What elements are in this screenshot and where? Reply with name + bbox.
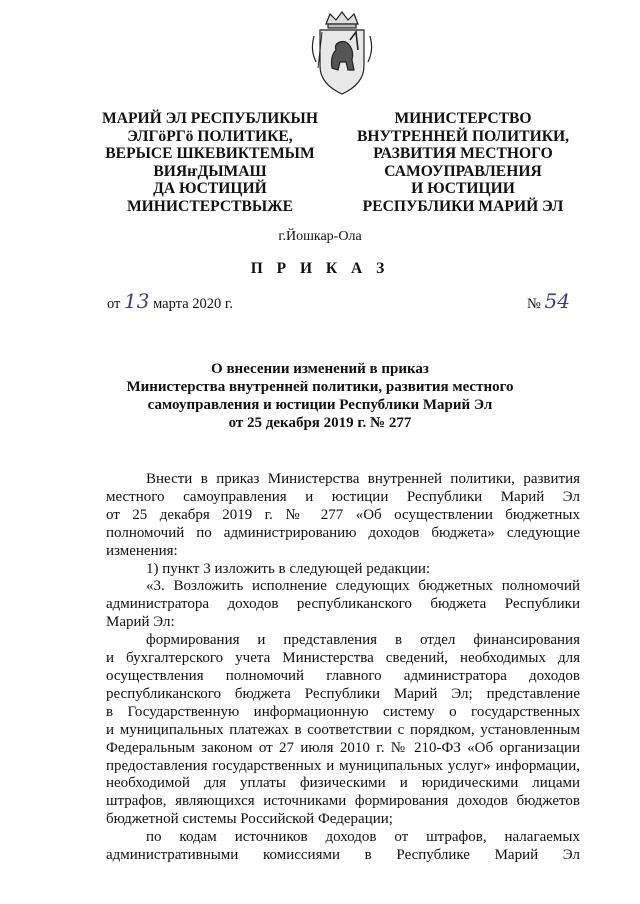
title-line: от 25 декабря 2019 г. № 277 bbox=[228, 415, 412, 431]
body-line: местного самоуправления и юстиции Республики Марий Эл bbox=[106, 488, 580, 505]
order-body bbox=[106, 471, 580, 865]
body-line: полномочий по администрированию доходов бюджета» следующие bbox=[106, 524, 580, 541]
body-line: республиканского бюджета Республики Марий Эл; представление bbox=[106, 685, 580, 702]
body-line: предоставления государственных и муниципальных услуг» информации, bbox=[106, 757, 580, 774]
body-line: от 25 декабря 2019 г. № 277 «Об осуществлении бюджетных bbox=[106, 506, 580, 523]
header-right-line: ВНУТРЕННЕЙ ПОЛИТИКИ, bbox=[356, 127, 570, 145]
body-line: по кодам источников доходов от штрафов, налагаемых bbox=[146, 829, 580, 846]
header-left-line: ВЕРЫСЕ ШКЕВИКТЕМЫМ bbox=[105, 145, 315, 162]
header-right-line: САМОУПРАВЛЕНИЯ bbox=[384, 162, 542, 180]
header-left-line: МИНИСТЕРСТВЫЖЕ bbox=[126, 197, 294, 215]
body-line: Федеральным законом от 27 июля 2010 г. № 210-ФЗ «Об организации bbox=[106, 739, 580, 756]
body-line: 1) пункт 3 изложить в следующей редакции: bbox=[146, 560, 431, 577]
body-line: осуществления полномочий главного администратора доходов bbox=[106, 667, 580, 684]
header-right-line: И ЮСТИЦИИ bbox=[411, 180, 515, 197]
header-left-line: ДА ЮСТИЦИЙ bbox=[153, 180, 267, 197]
body-line: бюджетной системы Российской Федерации; bbox=[106, 811, 393, 828]
body-line: администратора доходов республиканского бюджета Республики bbox=[106, 596, 580, 613]
document-type-heading: П Р И К А З bbox=[250, 260, 390, 277]
order-number bbox=[527, 289, 570, 313]
body-line: изменения: bbox=[106, 542, 178, 559]
title-line: самоуправления и юстиции Республики Марий Эл bbox=[147, 397, 493, 413]
body-line: в Государственную информационную систему о государственных bbox=[106, 703, 580, 720]
body-line: «3. Возложить исполнение следующих бюджетных полномочий bbox=[146, 578, 580, 595]
header-right-line: МИНИСТЕРСТВО bbox=[394, 110, 532, 127]
body-line: Внести в приказ Министерства внутренней политики, развития bbox=[146, 471, 580, 487]
date-prefix: от bbox=[107, 296, 121, 312]
header-right-line: РЕСПУБЛИКИ МАРИЙ ЭЛ bbox=[362, 197, 564, 215]
ministry-name-russian bbox=[352, 110, 574, 215]
body-line: и бухгалтерского учета Министерства сведений, необходимых для bbox=[106, 650, 580, 667]
body-line: формирования и представления в отдел финансирования bbox=[146, 632, 580, 649]
header-left-line: ВИЯҥДЫМАШ bbox=[153, 162, 267, 180]
body-line: штрафов, являющихся источниками формирования доходов бюджетов bbox=[106, 793, 580, 810]
order-title bbox=[100, 360, 540, 432]
body-line: административными комиссиями в Республике Марий Эл bbox=[106, 847, 580, 864]
body-line: и муниципальных платежах в соответствии с порядком, установленным bbox=[106, 721, 580, 738]
body-line: необходимой для уплаты физическими и юридическими лицами bbox=[106, 775, 580, 792]
number-sign: № bbox=[527, 296, 541, 312]
city-name: г.Йошкар-Ола bbox=[278, 229, 362, 244]
title-line: О внесении изменений в приказ bbox=[211, 361, 429, 377]
date-month-year: марта 2020 г. bbox=[153, 296, 233, 312]
handwritten-number: 54 bbox=[544, 289, 570, 313]
order-date bbox=[107, 289, 233, 313]
handwritten-day: 13 bbox=[124, 289, 150, 313]
title-line: Министерства внутренней политики, развития местного bbox=[126, 379, 514, 395]
header-left-line: МАРИЙ ЭЛ РЕСПУБЛИКЫН bbox=[102, 110, 318, 127]
body-line: Марий Эл: bbox=[106, 614, 175, 631]
header-left-line: ЭЛГӧРГӧ ПОЛИТИКЕ, bbox=[127, 127, 293, 145]
ministry-name-mari bbox=[92, 110, 328, 215]
header-right-line: РАЗВИТИЯ МЕСТНОГО bbox=[373, 145, 553, 162]
coat-of-arms-icon bbox=[310, 10, 374, 98]
